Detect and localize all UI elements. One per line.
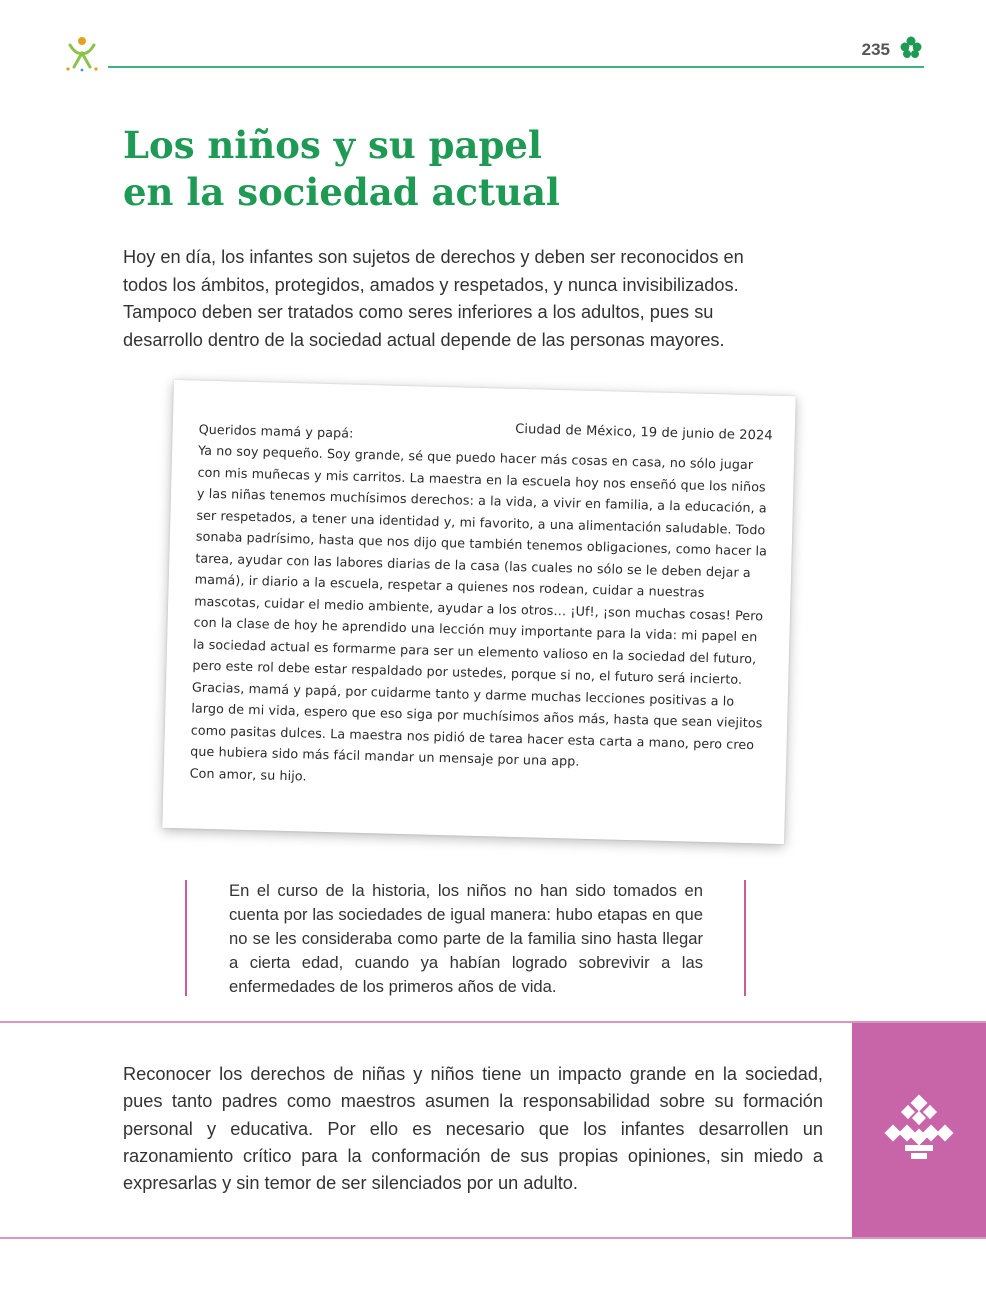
letter-body: Ya no soy pequeño. Soy grande, sé que puedo hacer más cosas en casa, no sólo jugar con mis muñecas y mis carritos. La maestra en la escuela hoy nos enseñó que los niños y las niñas tenemos muchísimos derechos: a la vida, a vivir en familia, a la educación, a ser respetados, a tener una identidad y, mi favorito, a una alimentación saludable. Todo sonaba padrísimo, hasta que nos dijo que también tenemos obligaciones, como hacer la tarea, ayudar con las labores diarias de la casa (las cuales no sólo se le deben dejar a mamá), ir diario a la escuela, respetar a quienes nos rodean, cuidar a nuestras mascotas, cuidar el medio ambiente, ayudar a los otros… ¡Uf!, ¡son muchas cosas! Pero con la clase de hoy he aprendido una lección muy importante para la vida: mi papel en la sociedad actual es formarme para ser un elemento valioso en la sociedad del futuro, pero este rol debe estar respaldado por ustedes, porque si no, el futuro será incierto. Gracias, mamá y papá, por cuidarme tanto y darme muchas lecciones positivas a lo largo de mi vida, espero que eso siga por muchísimos años más, hasta que sean viejitos como pasitas dulces. La maestra nos pidió de tarea hacer esta carta a mano, pero creo que hubiera sido más fácil mandar un mensaje por una app. [190, 442, 768, 769]
letter-date: Ciudad de México, 19 de junio de 2024 [515, 421, 773, 444]
letter-closing: Con amor, su hijo. [189, 764, 307, 784]
page-number-group [862, 34, 924, 65]
stick-figure-logo-icon [62, 33, 102, 73]
quote-text: En el curso de la historia, los niños no han sido tomados en cuenta por las sociedades de igual manera: hubo etapas en que no se les consideraba como parte de la familia sino hasta llegar a cierta edad, cuando ya habían logrado sobrevivir a las enfermedades de los primeros años de vida. [229, 881, 703, 996]
closing-paragraph: Reconocer los derechos de niñas y niños tiene un impacto grande en la sociedad, pues tanto padres como maestros asumen la responsabilidad sobre su formación personal y educativa. Por ello es necesario que los infantes desarrollen un razonamiento crítico para la conformación de sus propias opiniones, sin miedo a expresarlas y sin temor de ser silenciados por un adulto. [123, 1064, 823, 1194]
header-rule [108, 66, 924, 68]
page-number: 235 [861, 39, 890, 59]
letter-greeting: Queridos mamá y papá: [198, 421, 354, 441]
side-panel [852, 1023, 986, 1237]
title-line-1: Los niños y su papel [123, 123, 542, 167]
quote-box [185, 880, 746, 996]
letter-card [168, 388, 790, 836]
bottom-band [0, 1021, 986, 1239]
page-title [123, 122, 683, 216]
letter-content [189, 415, 772, 799]
title-line-2: en la sociedad actual [123, 170, 560, 214]
embroidery-flower-icon [883, 1093, 955, 1165]
intro-paragraph: Hoy en día, los infantes son sujetos de derechos y deben ser reconocidos en todos los ámbitos, protegidos, amados y respetados, y nunca invisibilizados. Tampoco deben ser tratados como seres inferiores a los adultos, pues su desarrollo dentro de la sociedad actual depende de las personas mayores. [123, 247, 744, 350]
flower-ornament-icon [898, 34, 924, 65]
letter-paper [162, 380, 796, 844]
